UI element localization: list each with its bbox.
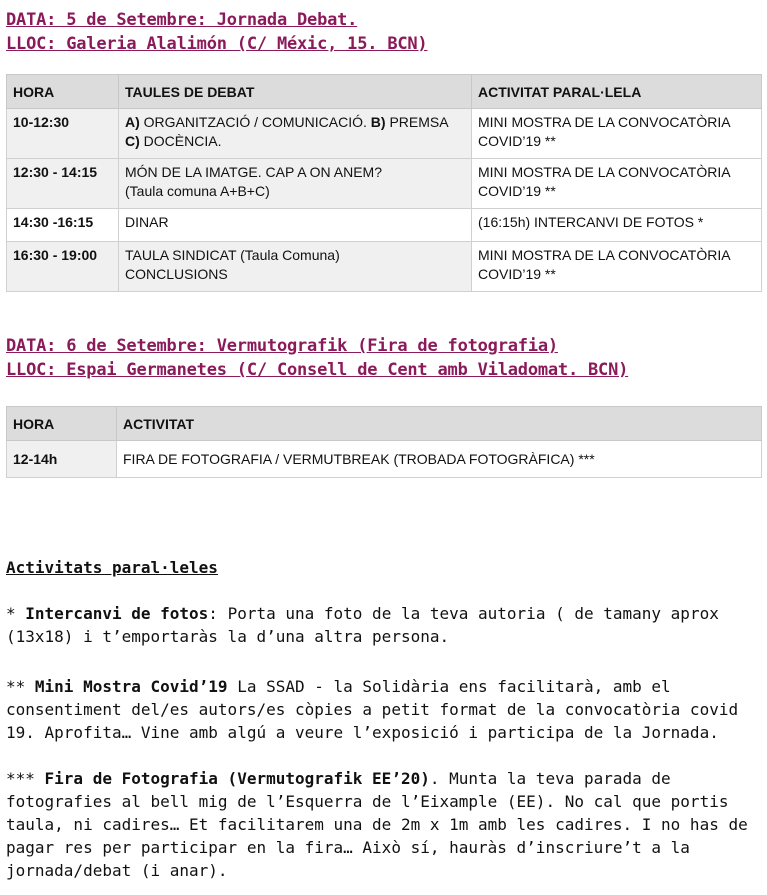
row-activity: MINI MOSTRA DE LA CONVOCATÒRIA COVID’19 **: [472, 109, 762, 159]
row-debate: TAULA SINDICAT (Taula Comuna) CONCLUSIONS: [119, 242, 472, 292]
row-debate: A) ORGANITZACIÓ / COMUNICACIÓ. B) PREMSA C) DOCÈNCIA.: [119, 109, 472, 159]
table-row: [7, 242, 762, 292]
row-debate: DINAR: [119, 209, 472, 242]
header-hora: HORA: [7, 407, 117, 441]
parallel-activities-title: Activitats paral·leles: [6, 558, 218, 577]
row-activity: MINI MOSTRA DE LA CONVOCATÒRIA COVID’19 **: [472, 159, 762, 209]
row-activity: FIRA DE FOTOGRAFIA / VERMUTBREAK (TROBADA FOTOGRÀFICA) ***: [117, 441, 762, 478]
header-activitat: ACTIVITAT PARAL·LELA: [472, 75, 762, 109]
row-time: 12:30 - 14:15: [7, 159, 119, 209]
row-time: 10-12:30: [7, 109, 119, 159]
header-hora: HORA: [7, 75, 119, 109]
event1-place-heading: LLOC: Galeria Alalimón (C/ Méxic, 15. BCN): [6, 34, 428, 54]
event1-date-heading: DATA: 5 de Setembre: Jornada Debat.: [6, 10, 358, 30]
row-debate: MÓN DE LA IMATGE. CAP A ON ANEM? (Taula comuna A+B+C): [119, 159, 472, 209]
header-taules: TAULES DE DEBAT: [119, 75, 472, 109]
row-time: 12-14h: [7, 441, 117, 478]
row-time: 16:30 - 19:00: [7, 242, 119, 292]
paragraph-intercanvi: * Intercanvi de fotos: Porta una foto de la teva autoria ( de tamany aprox (13x18) i t’emportaràs la d’una altra persona.: [6, 604, 719, 646]
row-activity: (16:15h) INTERCANVI DE FOTOS *: [472, 209, 762, 242]
table-row: [7, 441, 762, 478]
table-row: [7, 159, 762, 209]
event2-date-heading: DATA: 6 de Setembre: Vermutografik (Fira de fotografia): [6, 336, 558, 356]
table-row: [7, 209, 762, 242]
header-activitat: ACTIVITAT: [117, 407, 762, 441]
table-row: [7, 109, 762, 159]
event2-place-heading: LLOC: Espai Germanetes (C/ Consell de Cent amb Viladomat. BCN): [6, 360, 629, 380]
paragraph-fira: *** Fira de Fotografia (Vermutografik EE’20). Munta la teva parada de fotografies al bell mig de l’Esquerra de l’Eixample (EE). No cal que portis taula, ni cadires… Et facilitarem una de 2m x 1m amb les cadires. I no has de pagar res per participar en la fira… Això sí, hauràs d’inscriure’t a la jornada/debat (i anar).: [6, 769, 748, 880]
row-activity: MINI MOSTRA DE LA CONVOCATÒRIA COVID’19 **: [472, 242, 762, 292]
event1-schedule-table: [6, 74, 762, 292]
event2-schedule-table: [6, 406, 762, 478]
table-header-row: [7, 75, 762, 109]
row-time: 14:30 -16:15: [7, 209, 119, 242]
paragraph-mini-mostra: ** Mini Mostra Covid’19 La SSAD - la Solidària ens facilitarà, amb el consentiment del/es autors/es còpies a petit format de la convocatòria covid 19. Aprofita… Vine amb algú a veure l’exposició i participa de la Jornada.: [6, 677, 739, 742]
table-header-row: [7, 407, 762, 441]
